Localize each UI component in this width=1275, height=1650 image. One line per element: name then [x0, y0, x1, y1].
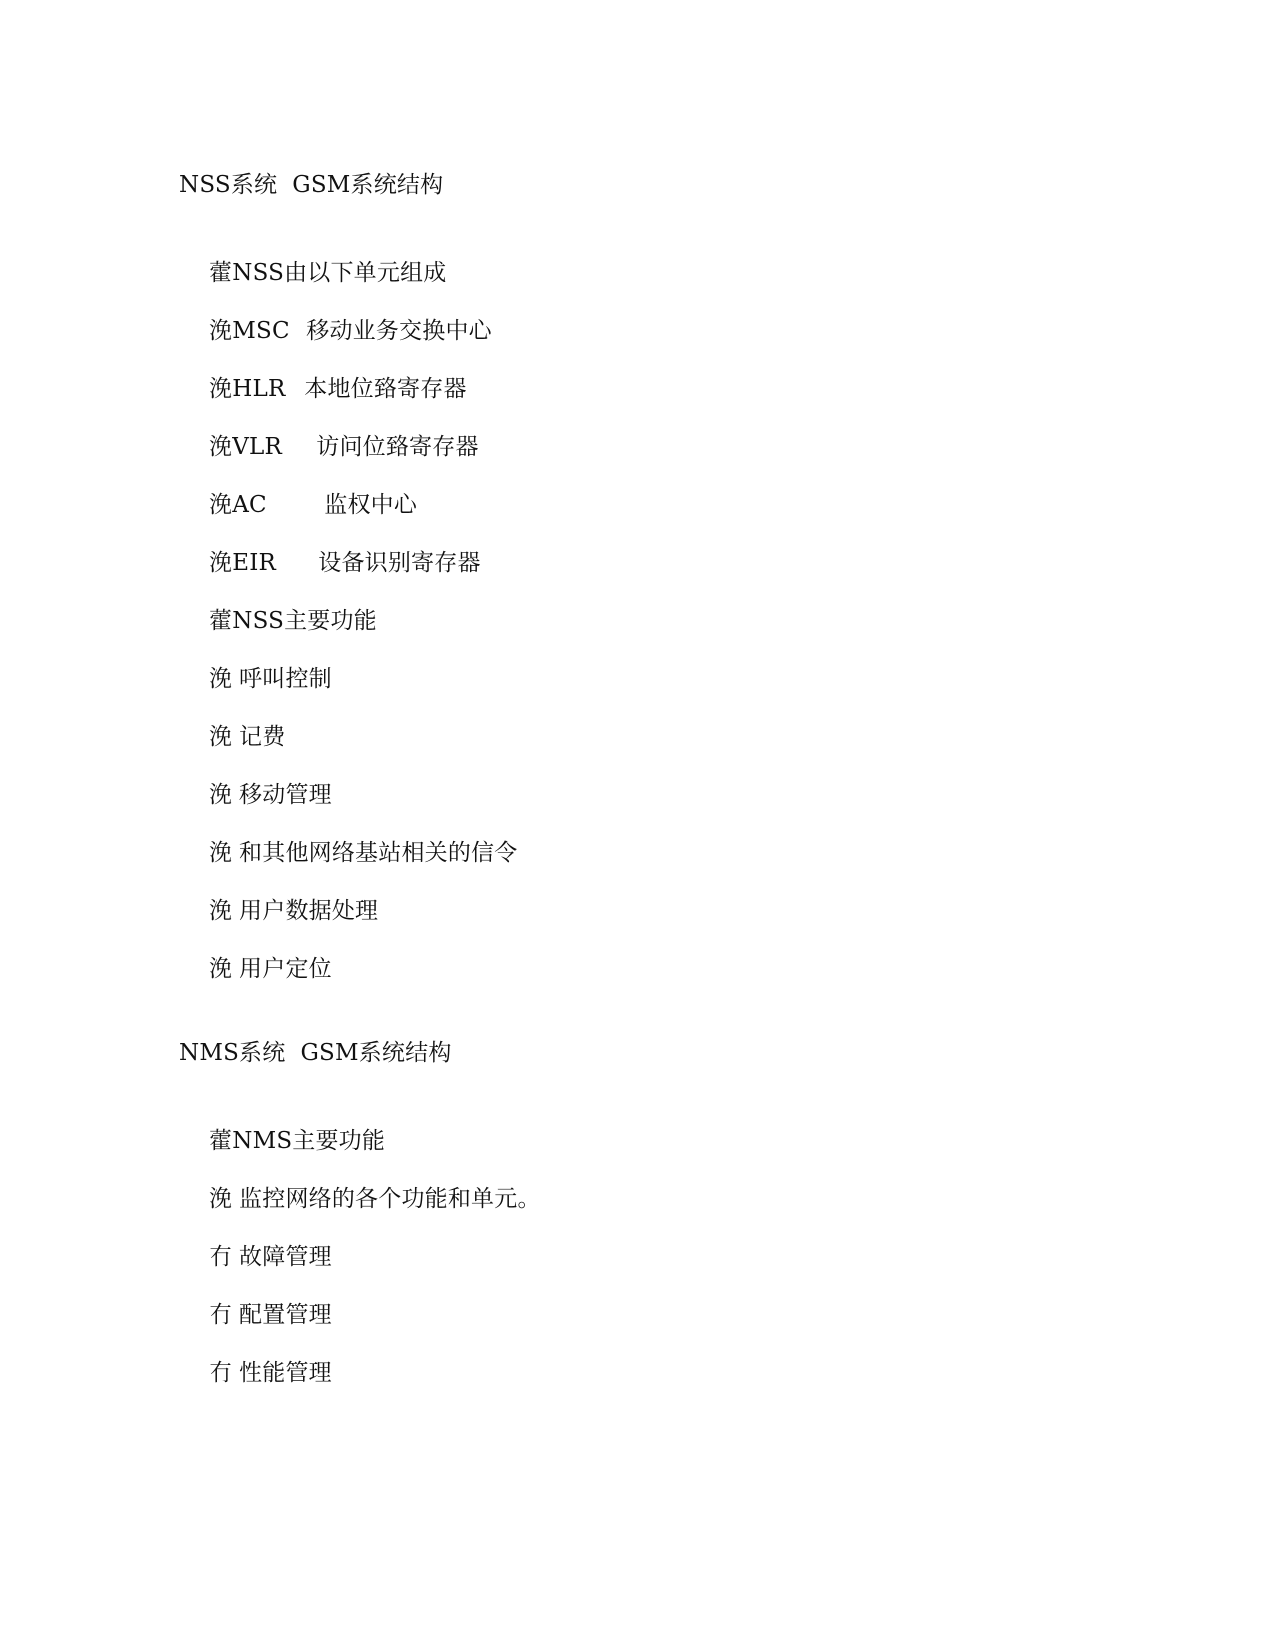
nss-function-item [179, 924, 332, 1014]
square-bullet-icon: 藿 [209, 260, 233, 286]
unit-term: MSC [232, 318, 290, 344]
square-bullet-icon: 藿 [209, 608, 233, 634]
square-bullet-icon: 藿 [209, 1128, 233, 1154]
unit-term: EIR [232, 550, 277, 576]
function-text: 和其他网络基站相关的信令 [239, 840, 518, 866]
function-text: 用户定位 [239, 956, 332, 982]
subitem-text: 配置管理 [239, 1302, 332, 1328]
sub-bullet-icon: 冇 [209, 1302, 233, 1328]
function-text: 用户数据处理 [239, 898, 379, 924]
unit-description: 访问位臵寄存器 [316, 434, 479, 460]
bullet-icon: 浼 [209, 550, 233, 576]
nss-heading: NSS系统 GSM系统结构 [179, 172, 444, 198]
bullet-icon: 浼 [209, 956, 233, 982]
function-text: 记费 [239, 724, 286, 750]
function-text: 移动管理 [239, 782, 332, 808]
bullet-icon: 浼 [209, 724, 233, 750]
nss-units-intro-text: NSS由以下单元组成 [232, 260, 447, 286]
unit-term: VLR [232, 434, 283, 460]
nms-heading: NMS系统 GSM系统结构 [179, 1040, 452, 1066]
function-text: 呼叫控制 [239, 666, 332, 692]
bullet-icon: 浼 [209, 434, 233, 460]
bullet-icon: 浼 [209, 318, 233, 344]
bullet-icon: 浼 [209, 782, 233, 808]
nms-functions-intro-text: NMS主要功能 [232, 1128, 386, 1154]
bullet-icon: 浼 [209, 898, 233, 924]
nms-subitem [179, 1328, 332, 1418]
sub-bullet-icon: 冇 [209, 1360, 233, 1386]
unit-term: HLR [232, 376, 286, 402]
sub-bullet-icon: 冇 [209, 1244, 233, 1270]
unit-term: AC [232, 492, 267, 518]
unit-description: 移动业务交换中心 [306, 318, 492, 344]
monitor-text: 监控网络的各个功能和单元。 [239, 1186, 541, 1212]
unit-description: 设备识别寄存器 [318, 550, 481, 576]
unit-description: 监权中心 [324, 492, 418, 518]
subitem-text: 故障管理 [239, 1244, 332, 1270]
bullet-icon: 浼 [209, 1186, 233, 1212]
bullet-icon: 浼 [209, 492, 233, 518]
nss-functions-intro-text: NSS主要功能 [232, 608, 377, 634]
unit-description: 本地位臵寄存器 [304, 376, 467, 402]
subitem-text: 性能管理 [239, 1360, 332, 1386]
bullet-icon: 浼 [209, 376, 233, 402]
bullet-icon: 浼 [209, 666, 233, 692]
bullet-icon: 浼 [209, 840, 233, 866]
